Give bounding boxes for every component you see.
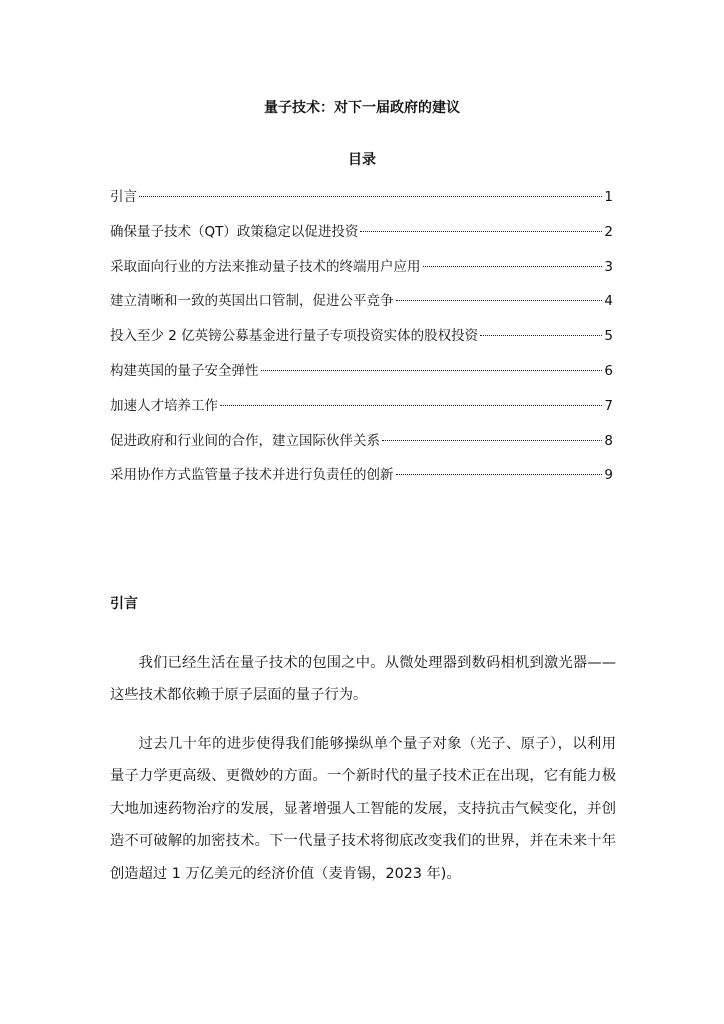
toc-page-number: 2 — [604, 223, 613, 240]
toc-item-label: 采取面向行业的方法来推动量子技术的终端用户应用 — [110, 258, 421, 275]
toc-page-number: 7 — [604, 397, 613, 414]
toc-dot-leader — [480, 335, 602, 336]
toc-heading: 目录 — [348, 152, 376, 168]
toc-item-label: 投入至少 2 亿英镑公募基金进行量子专项投资实体的股权投资 — [110, 328, 479, 345]
toc-page-number: 5 — [604, 328, 613, 345]
toc-page-number: 9 — [604, 467, 613, 484]
toc-item-label: 建立清晰和一致的英国出口管制，促进公平竞争 — [110, 293, 394, 310]
section-heading-introduction: 引言 — [110, 596, 138, 612]
toc-dot-leader — [220, 405, 602, 406]
toc-item-equity-investment[interactable] — [110, 326, 613, 361]
toc-item-label: 引言 — [110, 189, 137, 205]
toc-dot-leader — [396, 474, 603, 475]
toc-item-partnerships[interactable] — [110, 431, 613, 466]
toc-item-label: 促进政府和行业间的合作，建立国际伙伴关系 — [110, 432, 380, 449]
toc-item-label: 采用协作方式监管量子技术并进行负责任的创新 — [110, 467, 394, 484]
toc-dot-leader — [360, 231, 602, 232]
table-of-contents — [110, 187, 613, 500]
document-title: 量子技术：对下一届政府的建议 — [264, 100, 460, 116]
toc-item-label: 加速人才培养工作 — [110, 397, 218, 414]
toc-item-industry-approach[interactable] — [110, 257, 613, 292]
toc-item-talent[interactable] — [110, 396, 613, 431]
toc-item-label: 确保量子技术（QT）政策稳定以促进投资 — [110, 223, 359, 240]
toc-item-regulation[interactable] — [110, 465, 613, 500]
toc-item-label: 构建英国的量子安全弹性 — [110, 362, 259, 379]
toc-page-number: 3 — [604, 258, 613, 275]
toc-item-policy-stability[interactable] — [110, 222, 613, 257]
toc-page-number: 8 — [604, 432, 613, 449]
toc-dot-leader — [423, 266, 603, 267]
toc-dot-leader — [261, 370, 603, 371]
toc-page-number: 6 — [604, 362, 613, 379]
toc-item-introduction[interactable] — [110, 187, 613, 222]
toc-dot-leader — [139, 196, 602, 197]
intro-paragraph: 我们已经生活在量子技术的包围之中。从微处理器到数码相机到激光器——这些技术都依赖于原子层面的量子行为。 — [110, 655, 616, 704]
toc-page-number: 1 — [604, 189, 613, 205]
toc-item-export-controls[interactable] — [110, 291, 613, 326]
toc-dot-leader — [382, 440, 602, 441]
intro-paragraph: 过去几十年的进步使得我们能够操纵单个量子对象（光子、原子），以利用量子力学更高级、更微妙的方面。一个新时代的量子技术正在出现，它有能力极大地加速药物治疗的发展，显著增强人工智能的发展，支持抗击气候变化，并创造不可破解的加密技术。下一代量子技术将彻底改变我们的世界，并在未来十年创造超过 1 万亿美元的经济价值（麦肯锡，2023 年)。 — [110, 736, 616, 882]
toc-dot-leader — [396, 300, 603, 301]
toc-item-quantum-security[interactable] — [110, 361, 613, 396]
toc-page-number: 4 — [604, 293, 613, 310]
